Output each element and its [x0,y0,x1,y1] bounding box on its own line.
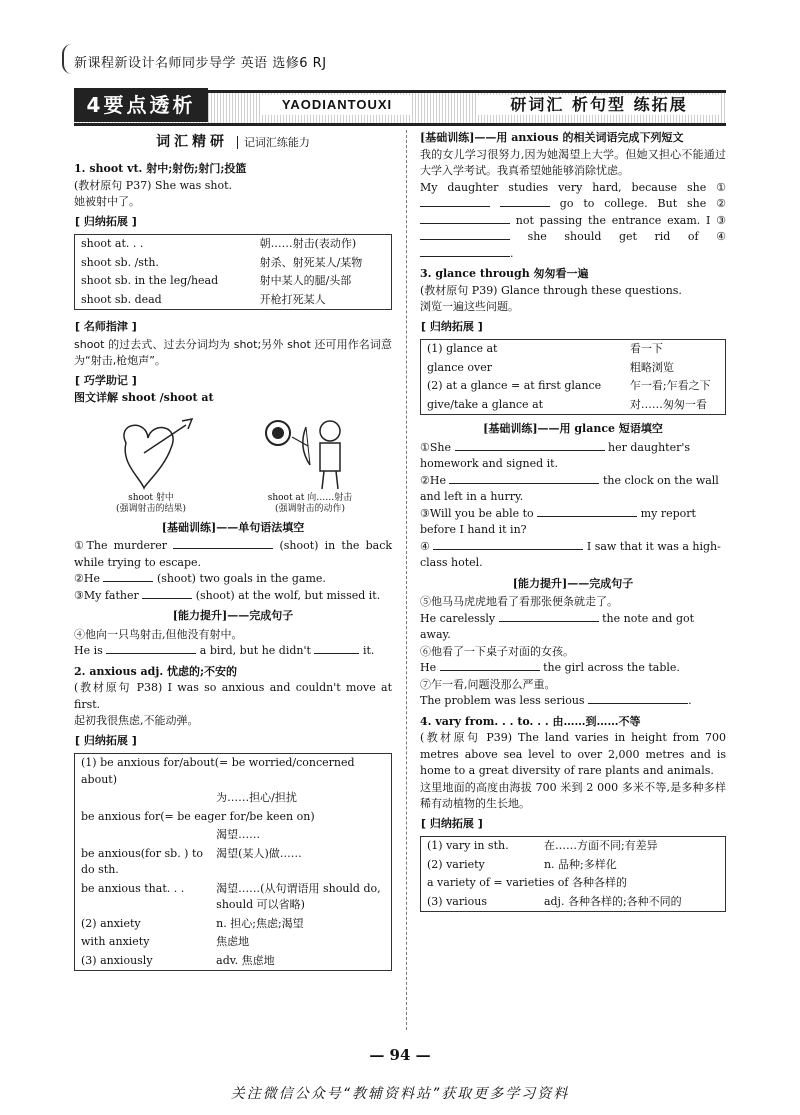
meaning: 在……方面不同;有差异 [543,839,658,852]
tag-teacher-tip: [ 名师指津 ] [74,319,138,336]
heart-arrow-icon [106,413,196,493]
entry-glance-translation: 浏览一遍这些问题。 [420,300,519,313]
pic-shoot-at-note: (强调射击的动作) [274,504,346,515]
basic-training-heading: [基础训练]——用 glance 短语填空 [483,422,663,435]
meaning: 为……担心/担扰 [216,791,297,805]
answer-blank[interactable] [440,670,540,671]
meaning: n. 担心;焦虑;渴望 [216,916,304,930]
answer-blank[interactable] [106,653,196,654]
table-row [75,808,392,827]
basic-training-heading: [基础训练]——单句语法填空 [161,520,305,534]
table-row [75,789,392,808]
right-column [420,130,726,918]
meaning: 渴望……(从句谓语用 should do, should 可以省略) [216,881,381,912]
exercise-item-cn: ④他向一只鸟射击,但他没有射中。 [74,627,243,641]
meaning: 渴望…… [216,828,261,842]
band-title: 4要点透析 [74,88,208,122]
phrase: shoot sb. /sth. [81,255,159,269]
exercise-item: The problem was less serious . [420,694,692,707]
tag-expand: [ 归纳拓展 ] [74,733,138,750]
phrase: a variety of = varieties of 各种各样的 [427,876,627,889]
phrase: glance over [427,360,492,374]
section-title [74,132,392,153]
meaning: 开枪打死某人 [259,292,326,306]
picture-title: 图文详解 shoot /shoot at [74,391,214,404]
table-row [421,874,726,893]
column-divider [406,130,407,1030]
table-row [421,377,726,396]
anxious-expand-box [74,753,392,971]
entry-shoot-source: (教材原句 P37) She was shot. [74,178,232,192]
phrase: (2) variety [427,857,485,871]
answer-blank[interactable] [420,206,490,207]
exercise-item: He the girl across the table. [420,661,680,674]
answer-blank[interactable] [420,223,510,224]
table-row [75,952,392,971]
tag-expand: [ 归纳拓展 ] [74,214,138,231]
glance-expand-box [420,339,726,415]
phrase: (1) vary in sth. [427,839,509,852]
entry-vary-head: 4. vary from. . . to. . . 由……到……不等 [420,714,641,728]
phrase: be anxious for(= be eager for/be keen on) [81,809,315,823]
exercise-item: ④ I saw that it was a high-class hotel. [420,539,721,569]
meaning: adv. 焦虑地 [216,953,275,967]
phrase: give/take a glance at [427,397,544,411]
table-row [421,856,726,875]
shoot-expand-box [74,234,392,310]
table-row [75,826,392,845]
tag-memory-aid: [ 巧学助记 ] [74,373,138,390]
meaning: n. 品种;多样化 [543,857,617,871]
answer-blank[interactable] [500,206,550,207]
exercise-item: ①She her daughter's homework and signed it. [420,440,691,470]
phrase [75,826,211,845]
section-subtitle: 记词汇练能力 [237,136,310,149]
entry-glance-head: 3. glance through 匆匆看一遍 [420,267,589,280]
phrase: be anxious that. . . [81,881,185,895]
entry-shoot-translation: 她被射中了。 [74,195,140,208]
meaning: adj. 各种各样的;各种不同的 [543,894,682,908]
answer-blank[interactable] [499,621,599,622]
book-header: 新课程新设计名师同步导学 英语 选修6 RJ [74,56,327,71]
meaning: 粗略浏览 [629,360,674,374]
table-row [75,254,392,273]
pic-shoot-at [260,413,360,516]
answer-blank[interactable] [314,653,359,654]
answer-blank[interactable] [455,450,605,451]
pic-shoot-note: (强调射击的结果) [115,504,187,515]
exercise-item: ③My father (shoot) at the wolf, but missed it. [74,588,381,602]
exercise-item: He carelessly the note and got away. [420,611,695,641]
table-row [421,340,726,359]
phrase: shoot at. . . [81,237,144,250]
phrase: (1) be anxious for/about(= be worried/concerned about) [81,756,355,786]
exercise-item: ③Will you be able to my report before I hand it in? [420,506,696,536]
page-number: — 94 — [369,1046,431,1064]
table-row [75,915,392,934]
exercise-item: ②He the clock on the wall and left in a hurry. [420,473,719,503]
phrase: (3) anxiously [81,953,153,967]
entry-anxious-translation: 起初我很焦虑,不能动弹。 [74,714,199,728]
band-subtitle: 研词汇 析句型 练拓展 [478,95,720,115]
table-row [75,291,392,310]
archer-target-icon [260,413,360,493]
meaning: 看一下 [629,342,663,355]
ability-heading: [能力提升]——完成句子 [172,609,294,623]
table-row [75,880,392,915]
basic-training-heading: [基础训练]——用 anxious 的相关词语完成下列短文 [420,131,684,144]
answer-blank[interactable] [142,598,192,599]
phrase: (2) at a glance = at first glance [427,379,602,392]
table-row [75,933,392,952]
left-column [74,130,392,977]
ability-heading: [能力提升]——完成句子 [512,576,634,590]
exercise-item: ②He (shoot) two goals in the game. [74,572,326,586]
phrase: with anxiety [81,935,150,949]
phrase: (3) various [427,894,487,908]
table-row [75,235,392,254]
footer-note: 关注微信公众号“教辅资料站”获取更多学习资料 [230,1086,570,1102]
pic-shoot-caption: shoot 射中 [128,492,174,503]
entry-glance-source: (教材原句 P39) Glance through these questions. [420,283,682,297]
vary-expand-box [420,836,726,912]
band-pinyin: YAODIANTOUXI [262,95,412,115]
pic-shoot [106,413,196,516]
exercise-item: ①The murderer (shoot) in the back while trying to escape. [74,539,393,569]
exercise-item-cn: ⑦乍一看,问题没那么严重。 [420,677,556,691]
tag-expand: [ 归纳拓展 ] [420,816,484,833]
phrase [75,789,211,808]
table-row [421,837,726,856]
section-title-text: 词汇精研 [156,134,229,150]
meaning: 渴望(某人)做…… [216,846,302,860]
table-row [421,396,726,415]
answer-blank[interactable] [588,703,688,704]
entry-shoot-head: 1. shoot vt. 射中;射伤;射门;投篮 [74,162,247,175]
meaning: 焦虑地 [216,935,250,949]
answer-blank[interactable] [103,581,153,582]
passage-en: My daughter studies very hard, because she ① go to college. But she ② not passing the entrance exam. I ③ she should get rid of ④ . [420,180,726,260]
meaning: 朝……射击(表动作) [259,237,357,250]
entry-anxious-head: 2. anxious adj. 忧虑的;不安的 [74,664,238,678]
meaning: 对……匆匆一看 [629,397,707,411]
entry-vary-source: (教材原句 P39) The land varies in height from 700 metres above sea level to over 2,000 metres and is home to a great diversity of rare plants and animals. [420,731,726,777]
answer-blank[interactable] [433,549,583,550]
entry-vary-translation: 这里地面的高度由海拔 700 米到 2 000 多米不等,是多种多样稀有动植物的生长地。 [420,780,726,810]
table-row [421,893,726,912]
phrase: shoot sb. in the leg/head [81,274,219,287]
exercise-item-cn: ⑥他看了一下桌子对面的女孩。 [420,644,574,658]
meaning: 射杀、射死某人/某物 [259,255,363,269]
exercise-item: He is a bird, but he didn't it. [74,644,375,658]
answer-blank[interactable] [449,483,599,484]
answer-blank[interactable] [173,548,273,549]
phrase: shoot sb. dead [81,292,162,306]
teacher-tip-text: shoot 的过去式、过去分词均为 shot;另外 shot 还可用作名词意为“射击,枪炮声”。 [74,337,392,367]
answer-blank[interactable] [537,516,637,517]
table-row [75,754,392,790]
header-bracket [62,44,74,74]
entry-anxious-source: (教材原句 P38) I was so anxious and couldn't move at first. [74,681,392,711]
phrase: be anxious(for sb. ) to do sth. [81,846,204,877]
passage-cn: 我的女儿学习很努力,因为她渴望上大学。但她又担心不能通过大学入学考试。我真希望她能够消除忧虑。 [420,147,726,177]
shoot-illustration [74,413,392,516]
table-row [75,845,392,880]
answer-blank[interactable] [420,256,510,257]
exercise-item-cn: ⑤他马马虎虎地看了看那张便条就走了。 [420,595,618,608]
table-row [421,359,726,378]
table-row [75,272,392,291]
meaning: 乍一看;乍看之下 [629,379,711,392]
pic-shoot-at-caption: shoot at 向……射击 [267,492,353,503]
phrase: (2) anxiety [81,916,141,930]
tag-expand: [ 归纳拓展 ] [420,319,484,336]
answer-blank[interactable] [420,239,510,240]
phrase: (1) glance at [427,342,498,355]
meaning: 射中某人的腿/头部 [259,274,352,287]
